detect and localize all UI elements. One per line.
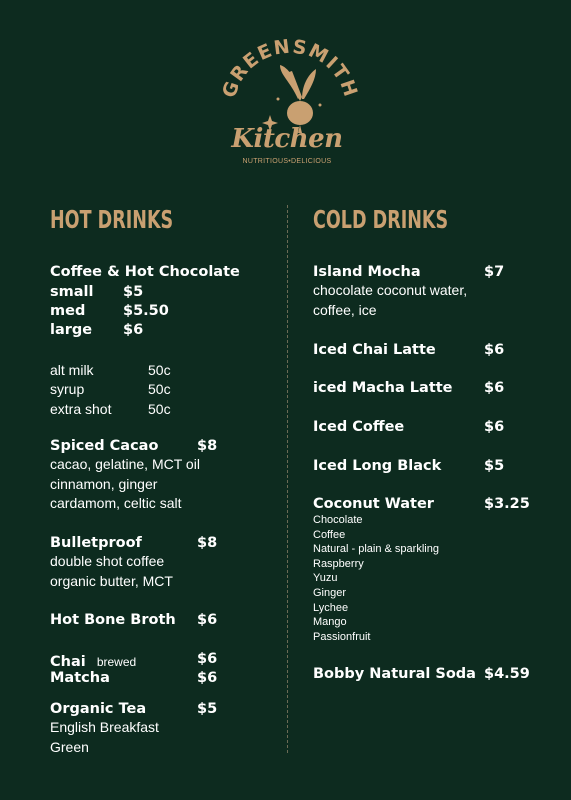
item-name: Bobby Natural Soda [313, 666, 476, 682]
item-price: $6 [197, 612, 218, 628]
extra-label: alt milk [50, 362, 94, 378]
item-name: Spiced Cacao [50, 438, 159, 454]
item-desc-line: chocolate coconut water, [313, 282, 468, 298]
bulletproof-item [50, 535, 280, 591]
item-name: Chai [50, 654, 86, 670]
column-divider [287, 205, 288, 753]
item-price: $4.59 [484, 666, 530, 682]
flavour-item: Lychee [313, 601, 349, 614]
size-label: small [50, 284, 94, 300]
item-desc-line: organic butter, MCT [50, 572, 173, 589]
flavour-item: Coffee [313, 528, 346, 541]
item-price: $5 [197, 701, 218, 717]
item-price: $6 [484, 342, 505, 358]
size-label: large [50, 322, 93, 338]
svg-text:GREENSMITH [220, 35, 360, 100]
item-name: Iced Chai Latte [313, 342, 436, 358]
item-name: Bulletproof [50, 535, 142, 551]
item-price: $6 [197, 670, 218, 686]
size-price: $5.50 [123, 303, 169, 319]
organic-tea-item [50, 701, 280, 757]
iced-long-black-item [313, 458, 553, 474]
item-price: $7 [484, 264, 505, 280]
dot-icon [277, 98, 280, 101]
item-note: brewed [96, 655, 137, 669]
flavour-item: Passionfruit [313, 630, 371, 643]
flavour-item: Yuzu [313, 572, 338, 585]
flavour-item: Mango [313, 616, 347, 629]
item-name: iced Macha Latte [313, 380, 453, 396]
matcha-item [50, 670, 280, 686]
brand-arc-text: GREENSMITH [220, 35, 360, 101]
island-mocha-item [313, 264, 553, 320]
flavour-item: Chocolate [313, 514, 363, 526]
extra-label: syrup [50, 381, 85, 397]
brand-tagline: NUTRITIOUS•DELICIOUS [242, 158, 332, 165]
item-name: Iced Coffee [313, 419, 405, 435]
hot-drinks-title: HOT DRINKS [50, 205, 174, 234]
item-name: Island Mocha [313, 264, 421, 280]
bobby-natural-soda-item [313, 666, 553, 682]
iced-chai-latte-item [313, 342, 553, 358]
extra-price: 50c [148, 381, 171, 397]
item-desc-line: cacao, gelatine, MCT oil [50, 456, 200, 472]
item-price: $6 [484, 419, 505, 435]
item-name: Hot Bone Broth [50, 612, 176, 628]
item-desc-line: English Breakfast [50, 719, 159, 735]
item-desc-line: double shot coffee [50, 553, 165, 569]
coffee-hot-chocolate-item [50, 264, 240, 280]
item-name: Iced Long Black [313, 458, 442, 474]
item-name: Organic Tea [50, 701, 147, 717]
flavour-item: Ginger [313, 586, 347, 599]
dot-icon [319, 104, 322, 107]
iced-macha-latte-item [313, 380, 553, 396]
item-name: Matcha [50, 670, 110, 686]
item-name: Coffee & Hot Chocolate [50, 264, 240, 280]
item-price: $3.25 [484, 496, 530, 512]
spiced-cacao-item [50, 438, 280, 514]
item-desc-line: coffee, ice [313, 301, 377, 318]
flavour-list [313, 513, 553, 644]
size-price: $6 [123, 322, 144, 338]
item-price: $6 [197, 651, 218, 667]
item-price: $8 [197, 535, 218, 551]
item-desc-line: cardamom, celtic salt [50, 495, 182, 511]
item-price: $5 [484, 458, 505, 474]
extra-label: extra shot [50, 401, 112, 417]
item-price: $6 [484, 380, 505, 396]
cold-drinks-title: COLD DRINKS [313, 205, 449, 234]
extra-price: 50c [148, 362, 171, 378]
hot-bone-broth-item [50, 612, 280, 628]
size-label: med [50, 303, 86, 319]
item-desc-line: Green [50, 738, 89, 755]
item-price: $8 [197, 438, 218, 454]
item-name: Coconut Water [313, 496, 434, 512]
coconut-water-item [313, 496, 553, 644]
size-price: $5 [123, 284, 144, 300]
extra-price: 50c [148, 401, 171, 417]
flavour-item: Raspberry [313, 557, 364, 570]
flavour-item: Natural - plain & sparkling [313, 543, 439, 556]
beetroot-icon [280, 65, 316, 133]
item-desc-line: cinnamon, ginger [50, 475, 158, 492]
brand-script: Kitchen [231, 124, 343, 154]
iced-coffee-item [313, 419, 553, 435]
